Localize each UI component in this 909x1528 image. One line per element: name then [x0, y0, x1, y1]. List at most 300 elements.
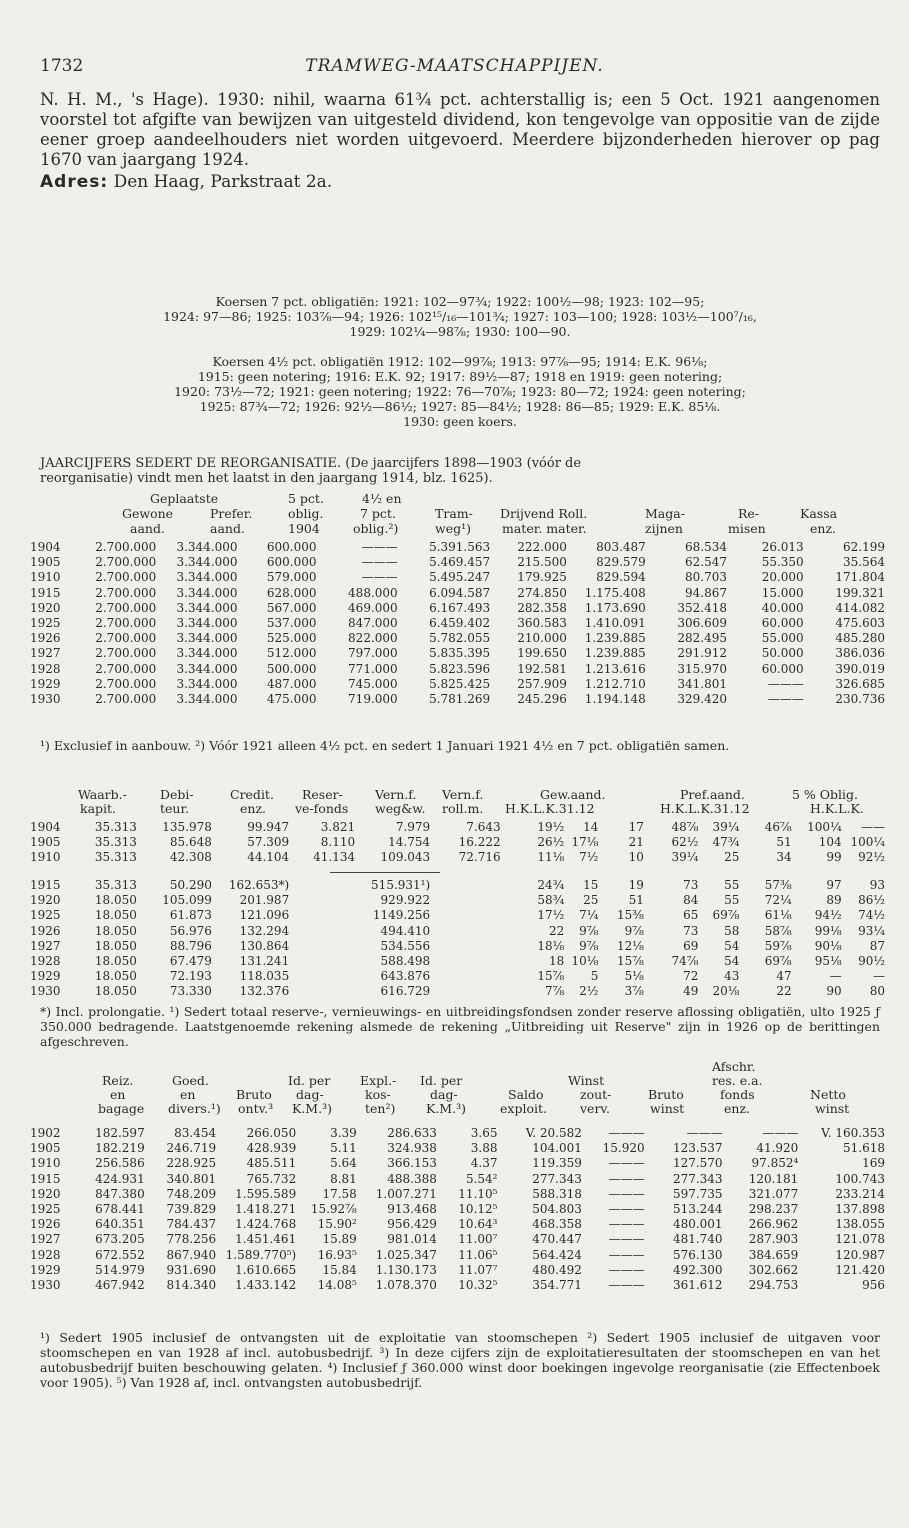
column-header: 5 % Oblig.: [792, 787, 858, 802]
value-cell: 3.39: [330, 1126, 357, 1140]
jaarcijfers-heading: [40, 456, 880, 486]
value-cell: 803.487: [596, 540, 646, 554]
value-cell: 282.495: [677, 631, 727, 646]
year-cell: 1930: [30, 984, 61, 999]
value-cell: 100¼: [850, 835, 885, 850]
value-cell: 132.376: [239, 984, 290, 999]
year-cell: 1910: [30, 850, 61, 865]
value-cell: 1.239.885: [584, 646, 646, 661]
value-cell: 487.000: [266, 676, 317, 691]
value-cell: 12⅛: [616, 938, 644, 953]
column-header: weg¹): [435, 521, 471, 536]
intro-text: N. H. M., 's Hage). 1930: nihil, waarna 61¾ pct. achterstallig is; een 5 Oct. 1921 aangenomen voorstel tot afgifte van bewijzen van uitgesteld dividend, kon tengevolge van oppositie van de zijde eener groep aandeelhouders niet worden uitgevoerd. Meerdere bijzonderheden hierover op pag 1670 van jaargang 1924.: [40, 90, 880, 169]
value-cell: 132.294: [239, 923, 290, 938]
column-header: zijnen: [645, 521, 683, 536]
value-cell: 597.735: [672, 1186, 723, 1201]
value-cell: 341.801: [677, 676, 727, 691]
value-cell: ——: [861, 820, 885, 834]
year-cell: 1930: [30, 692, 61, 707]
value-cell: 59⅞: [764, 938, 792, 953]
year-cell: 1928: [30, 1247, 61, 1262]
value-cell: 25: [724, 850, 740, 865]
value-cell: 100¼: [807, 820, 842, 834]
value-cell: 5.495.247: [429, 570, 491, 585]
value-cell: 428.939: [246, 1141, 297, 1156]
column-header: Id. per: [420, 1073, 463, 1088]
year-cell: 1905: [30, 835, 61, 850]
value-cell: 475.000: [266, 692, 317, 707]
value-cell: 127.570: [672, 1156, 723, 1171]
value-cell: 673.205: [95, 1232, 145, 1247]
column-header: Bruto: [236, 1087, 272, 1102]
column-header: Gew.aand.: [540, 787, 606, 802]
value-cell: 488.000: [348, 585, 398, 600]
value-cell: 748.209: [166, 1186, 217, 1201]
value-cell: 90½: [858, 954, 885, 969]
value-cell: 90⅛: [814, 938, 842, 953]
value-cell: 9⅞: [579, 923, 599, 938]
value-cell: 266.050: [246, 1126, 297, 1140]
value-cell: 956.429: [387, 1217, 437, 1232]
value-cell: 9⅞: [624, 923, 644, 938]
value-cell: 1.130.173: [375, 1262, 437, 1277]
value-cell: 18: [549, 954, 565, 969]
value-cell: 384.659: [748, 1247, 799, 1262]
column-header: Pref.aand.: [680, 787, 745, 802]
value-cell: 579.000: [266, 570, 317, 585]
table-row: [30, 540, 885, 555]
value-cell: 245.296: [517, 692, 567, 707]
value-cell: 10⅛: [571, 954, 599, 969]
value-cell: 62½: [671, 835, 699, 850]
value-cell: 277.343: [672, 1171, 723, 1186]
value-cell: 182.597: [95, 1126, 145, 1140]
value-cell: 73: [683, 923, 699, 938]
year-cell: 1920: [30, 893, 61, 908]
table-row: [30, 924, 885, 939]
value-cell: 286.633: [387, 1126, 437, 1140]
value-cell: ———: [686, 1126, 723, 1140]
value-cell: 315.970: [677, 661, 727, 676]
koers-line: Koersen 7 pct. obligatiën: 1921: 102—97¾; 1922: 100½—98; 1923: 102—95;: [215, 294, 705, 309]
year-cell: 1915: [30, 878, 61, 892]
value-cell: 62.199: [843, 540, 885, 554]
year-cell: 1915: [30, 1171, 61, 1186]
value-cell: 22: [549, 923, 565, 938]
value-cell: 361.612: [672, 1278, 723, 1293]
value-cell: 525.000: [266, 631, 317, 646]
koers-line: 1915: geen notering; 1916: E.K. 92; 1917: 89½—87; 1918 en 1919: geen notering;: [197, 369, 723, 384]
value-cell: ———: [608, 1186, 645, 1201]
value-cell: 3.344.000: [176, 616, 238, 631]
value-cell: 1.595.589: [235, 1186, 297, 1201]
value-cell: 72.193: [169, 969, 212, 984]
value-cell: 3.88: [470, 1141, 498, 1156]
year-cell: 1920: [30, 600, 61, 615]
value-cell: 3.65: [470, 1126, 498, 1140]
column-header: Afschr.: [712, 1059, 756, 1074]
value-cell: 62.547: [685, 555, 727, 570]
column-header: Maga-: [645, 506, 685, 521]
column-header: dag-: [430, 1087, 458, 1102]
value-cell: [289, 908, 355, 923]
value-cell: 468.358: [532, 1217, 582, 1232]
year-cell: 1929: [30, 1262, 61, 1277]
table-row: [30, 586, 885, 601]
table-row: [30, 1187, 885, 1202]
year-cell: 1927: [30, 1232, 61, 1247]
table2-later-years: [30, 878, 885, 1000]
value-cell: 829.579: [596, 555, 646, 570]
value-cell: 3⅞: [624, 984, 644, 999]
koers-line: 1924: 97—86; 1925: 103⅞—94; 1926: 102¹⁵/₁₆—101¾; 1927: 103—100; 1928: 103½—100⁷/₁₆,: [163, 309, 757, 324]
value-cell: 14: [583, 820, 599, 834]
value-cell: [430, 924, 500, 939]
value-cell: 119.359: [532, 1156, 582, 1171]
value-cell: 24¾: [537, 878, 565, 892]
table-row: [30, 570, 885, 585]
value-cell: 257.909: [517, 676, 567, 691]
value-cell: 26.013: [761, 540, 804, 554]
column-header: ten²): [365, 1101, 396, 1116]
value-cell: 118.035: [239, 969, 290, 984]
value-cell: 74⅞: [671, 954, 699, 969]
column-header: 5 pct.: [288, 491, 324, 506]
year-cell: 1904: [30, 820, 61, 834]
table-row: [30, 601, 885, 616]
value-cell: 5: [590, 969, 599, 984]
value-cell: [430, 969, 500, 984]
value-cell: 360.583: [517, 616, 567, 631]
value-cell: 814.340: [166, 1278, 217, 1293]
value-cell: 822.000: [348, 631, 398, 646]
value-cell: 5.64: [330, 1156, 357, 1171]
value-cell: —: [873, 969, 885, 984]
value-cell: 228.925: [166, 1156, 217, 1171]
value-cell: 65: [683, 908, 699, 923]
value-cell: 515.931¹): [371, 878, 431, 892]
column-header: zout-: [580, 1087, 612, 1102]
value-cell: [289, 954, 355, 969]
year-cell: 1929: [30, 676, 61, 691]
value-cell: 17.58: [322, 1186, 357, 1201]
value-cell: 3.344.000: [176, 631, 238, 646]
value-cell: 480.001: [672, 1217, 723, 1232]
value-cell: 784.437: [166, 1217, 217, 1232]
column-header: Tram-: [435, 506, 473, 521]
value-cell: 57.309: [247, 835, 290, 850]
value-cell: ———: [608, 1247, 645, 1262]
column-header: 4½ en: [362, 491, 402, 506]
value-cell: 3.344.000: [176, 692, 238, 707]
value-cell: 2.700.000: [95, 540, 157, 554]
value-cell: 51: [776, 835, 792, 850]
table-row: [30, 1232, 885, 1247]
value-cell: ———: [361, 540, 398, 554]
value-cell: 15⅞: [616, 954, 644, 969]
table3-results: [30, 1126, 885, 1293]
value-cell: 1.175.408: [584, 585, 646, 600]
table-row: [30, 1126, 885, 1141]
value-cell: 54: [724, 938, 740, 953]
value-cell: 8.81: [330, 1171, 357, 1186]
value-cell: 366.153: [387, 1156, 437, 1171]
value-cell: 504.803: [532, 1202, 582, 1217]
value-cell: 246.719: [166, 1141, 217, 1156]
column-header: winst: [815, 1101, 850, 1116]
value-cell: 294.753: [748, 1278, 799, 1293]
value-cell: 20.000: [761, 570, 804, 585]
column-header: Saldo: [508, 1087, 544, 1102]
value-cell: 5⅛: [624, 969, 644, 984]
value-cell: 576.130: [672, 1247, 723, 1262]
value-cell: 222.000: [517, 540, 567, 554]
value-cell: 469.000: [348, 600, 398, 615]
table-row: [30, 1141, 885, 1156]
year-cell: 1920: [30, 1186, 61, 1201]
value-cell: 467.942: [95, 1278, 145, 1293]
value-cell: 99⅛: [814, 923, 842, 938]
column-header: kapit.: [80, 801, 117, 816]
value-cell: ———: [608, 1202, 645, 1217]
value-cell: ———: [762, 1126, 799, 1140]
year-cell: 1905: [30, 1141, 61, 1156]
value-cell: 40.000: [761, 600, 804, 615]
value-cell: 14.754: [388, 835, 431, 850]
table2-early-years: [30, 820, 885, 866]
value-cell: 20⅛: [712, 984, 740, 999]
column-header: Kassa: [800, 506, 838, 521]
table-row: [30, 1278, 885, 1293]
value-cell: 182.219: [95, 1141, 145, 1156]
value-cell: 47: [776, 969, 792, 984]
table-row: [30, 850, 885, 865]
year-cell: 1927: [30, 646, 61, 661]
column-header: Reser-: [302, 787, 343, 802]
value-cell: 739.829: [166, 1202, 217, 1217]
table-row: [30, 1156, 885, 1171]
value-cell: 99.947: [247, 820, 290, 834]
value-cell: 6.094.587: [429, 585, 491, 600]
value-cell: 352.418: [677, 600, 727, 615]
value-cell: 17½: [537, 908, 565, 923]
value-cell: 109.043: [380, 850, 431, 865]
year-cell: 1926: [30, 923, 61, 938]
value-cell: 97.852⁴: [751, 1156, 799, 1171]
table-row: [30, 939, 885, 954]
year-cell: 1929: [30, 969, 61, 984]
value-cell: ———: [608, 1156, 645, 1171]
value-cell: 230.736: [835, 692, 885, 707]
value-cell: 19: [628, 878, 644, 892]
value-cell: 7½: [579, 850, 599, 865]
column-header: Gewone: [122, 506, 174, 521]
value-cell: 120.987: [835, 1247, 885, 1262]
value-cell: 1.410.091: [584, 616, 646, 631]
year-cell: 1928: [30, 954, 61, 969]
value-cell: 104: [818, 835, 842, 850]
value-cell: 18.050: [94, 938, 137, 953]
value-cell: 15.920: [602, 1141, 645, 1156]
value-cell: 274.850: [517, 585, 567, 600]
value-cell: 256.586: [95, 1156, 145, 1171]
value-cell: 3.344.000: [176, 570, 238, 585]
value-cell: 14.08⁵: [317, 1278, 357, 1293]
column-header: Re-: [738, 506, 760, 521]
heading-line: reorganisatie) vindt men het laatst in den jaargang 1914, blz. 1625).: [40, 471, 493, 486]
column-header: Goed.: [172, 1073, 209, 1088]
value-cell: —: [829, 969, 842, 984]
value-cell: 481.740: [672, 1232, 723, 1247]
value-cell: 55.000: [761, 631, 804, 646]
value-cell: 424.931: [95, 1171, 145, 1186]
value-cell: 1.213.616: [584, 661, 646, 676]
value-cell: 485.280: [835, 631, 885, 646]
value-cell: 719.000: [348, 692, 398, 707]
table-row: [30, 969, 885, 984]
year-cell: 1926: [30, 1217, 61, 1232]
column-header: Debi-: [160, 787, 194, 802]
value-cell: 162.653*): [228, 878, 290, 892]
value-cell: 39¼: [671, 850, 699, 865]
value-cell: 567.000: [266, 600, 317, 615]
table-row: [30, 1172, 885, 1187]
value-cell: 74½: [858, 908, 885, 923]
value-cell: 847.000: [348, 616, 398, 631]
value-cell: 2.700.000: [95, 631, 157, 646]
value-cell: ———: [608, 1126, 645, 1140]
table-row: [30, 954, 885, 969]
value-cell: 298.237: [748, 1202, 799, 1217]
value-cell: 138.055: [835, 1217, 885, 1232]
value-cell: 913.468: [387, 1202, 437, 1217]
value-cell: 1149.256: [372, 908, 431, 923]
value-cell: 488.388: [387, 1171, 437, 1186]
value-cell: 1.418.271: [235, 1202, 297, 1217]
value-cell: [430, 954, 500, 969]
value-cell: 15.89: [322, 1232, 357, 1247]
value-cell: 2.700.000: [95, 585, 157, 600]
value-cell: 354.771: [532, 1278, 582, 1293]
value-cell: 7¼: [579, 908, 599, 923]
value-cell: 7⅞: [545, 984, 565, 999]
value-cell: 18.050: [94, 969, 137, 984]
value-cell: 51.618: [843, 1141, 885, 1156]
value-cell: 11.07⁷: [458, 1262, 498, 1277]
value-cell: 72: [683, 969, 699, 984]
value-cell: 18.050: [94, 984, 137, 999]
value-cell: 199.650: [517, 646, 567, 661]
value-cell: [430, 908, 500, 923]
column-header: enz.: [240, 801, 267, 816]
value-cell: 321.077: [748, 1186, 799, 1201]
table1-footnote: ¹) Exclusief in aanbouw. ²) Vóór 1921 alleen 4½ pct. en sedert 1 Januari 1921 4½ en 7 pct. obligatiën samen.: [40, 738, 730, 753]
column-header: weg&w.: [375, 801, 426, 816]
value-cell: 60.000: [761, 661, 804, 676]
value-cell: 105.099: [162, 893, 212, 908]
value-cell: 616.729: [380, 984, 431, 999]
column-header: Reiz.: [102, 1073, 134, 1088]
table2-footnote: *) Incl. prolongatie. ¹) Sedert totaal reserve-, vernieuwings- en uitbreidingsfondsen zonder reserve aflossing obligatiën, ulto 1925 ƒ 350.000 bedragende. Laatstgenoemde rekening alsmede de rekening „Uitbreiding uit Reserve" zijn in 1926 op de berittingen afgeschreven.: [40, 1004, 880, 1049]
value-cell: 41.920: [756, 1141, 799, 1156]
address-label: Adres:: [40, 172, 109, 192]
value-cell: 5.835.395: [429, 646, 491, 661]
year-cell: 1927: [30, 938, 61, 953]
page-number: 1732: [40, 56, 84, 76]
column-header: Waarb.-: [78, 787, 127, 802]
value-cell: 169: [862, 1156, 885, 1171]
value-cell: 3.344.000: [176, 555, 238, 570]
value-cell: 42.308: [169, 850, 212, 865]
value-cell: ———: [361, 570, 398, 585]
year-cell: 1926: [30, 631, 61, 646]
table-row: [30, 908, 885, 923]
value-cell: 15.92⅞: [310, 1202, 357, 1217]
value-cell: 93¼: [858, 923, 885, 938]
value-cell: 48⅞: [671, 820, 699, 834]
value-cell: 4.37: [470, 1156, 498, 1171]
table-row: [30, 662, 885, 677]
column-header: fonds: [720, 1087, 755, 1102]
value-cell: 5.54²: [465, 1171, 498, 1186]
table-row: [30, 893, 885, 908]
column-header: misen: [728, 521, 766, 536]
value-cell: 47¾: [712, 835, 740, 850]
column-header: ve-fonds: [295, 801, 349, 816]
value-cell: 35.313: [94, 878, 137, 892]
value-cell: 58¾: [537, 893, 565, 908]
column-header: teur.: [160, 801, 190, 816]
value-cell: 56.976: [169, 923, 212, 938]
value-cell: 492.300: [672, 1262, 723, 1277]
value-cell: 10.64³: [458, 1217, 498, 1232]
value-cell: 2½: [579, 984, 599, 999]
value-cell: 3.344.000: [176, 646, 238, 661]
value-cell: [430, 893, 500, 908]
value-cell: 564.424: [532, 1247, 582, 1262]
value-cell: 390.019: [835, 661, 885, 676]
value-cell: 87: [869, 938, 885, 953]
value-cell: 69⅞: [712, 908, 740, 923]
year-cell: 1910: [30, 570, 61, 585]
value-cell: 86½: [858, 893, 885, 908]
value-cell: 60.000: [761, 616, 804, 631]
divider-rule: [330, 872, 440, 873]
value-cell: 8.110: [320, 835, 356, 850]
value-cell: 1.433.142: [235, 1278, 297, 1293]
value-cell: 829.594: [596, 570, 646, 585]
value-cell: 3.344.000: [176, 661, 238, 676]
year-cell: 1902: [30, 1126, 61, 1140]
value-cell: [289, 939, 355, 954]
value-cell: 1.194.148: [584, 692, 646, 707]
year-cell: 1930: [30, 1278, 61, 1293]
value-cell: 54: [724, 954, 740, 969]
value-cell: ———: [767, 676, 804, 691]
value-cell: 19½: [537, 820, 565, 834]
column-header: kos-: [365, 1087, 391, 1102]
value-cell: 5.469.457: [429, 555, 491, 570]
value-cell: 18.050: [94, 954, 137, 969]
value-cell: 3.344.000: [176, 600, 238, 615]
value-cell: ———: [767, 692, 804, 707]
value-cell: 121.420: [835, 1262, 885, 1277]
value-cell: 83.454: [174, 1126, 217, 1140]
value-cell: 512.000: [266, 646, 317, 661]
value-cell: 10.12⁵: [458, 1202, 498, 1217]
year-cell: 1925: [30, 1202, 61, 1217]
year-cell: 1928: [30, 661, 61, 676]
